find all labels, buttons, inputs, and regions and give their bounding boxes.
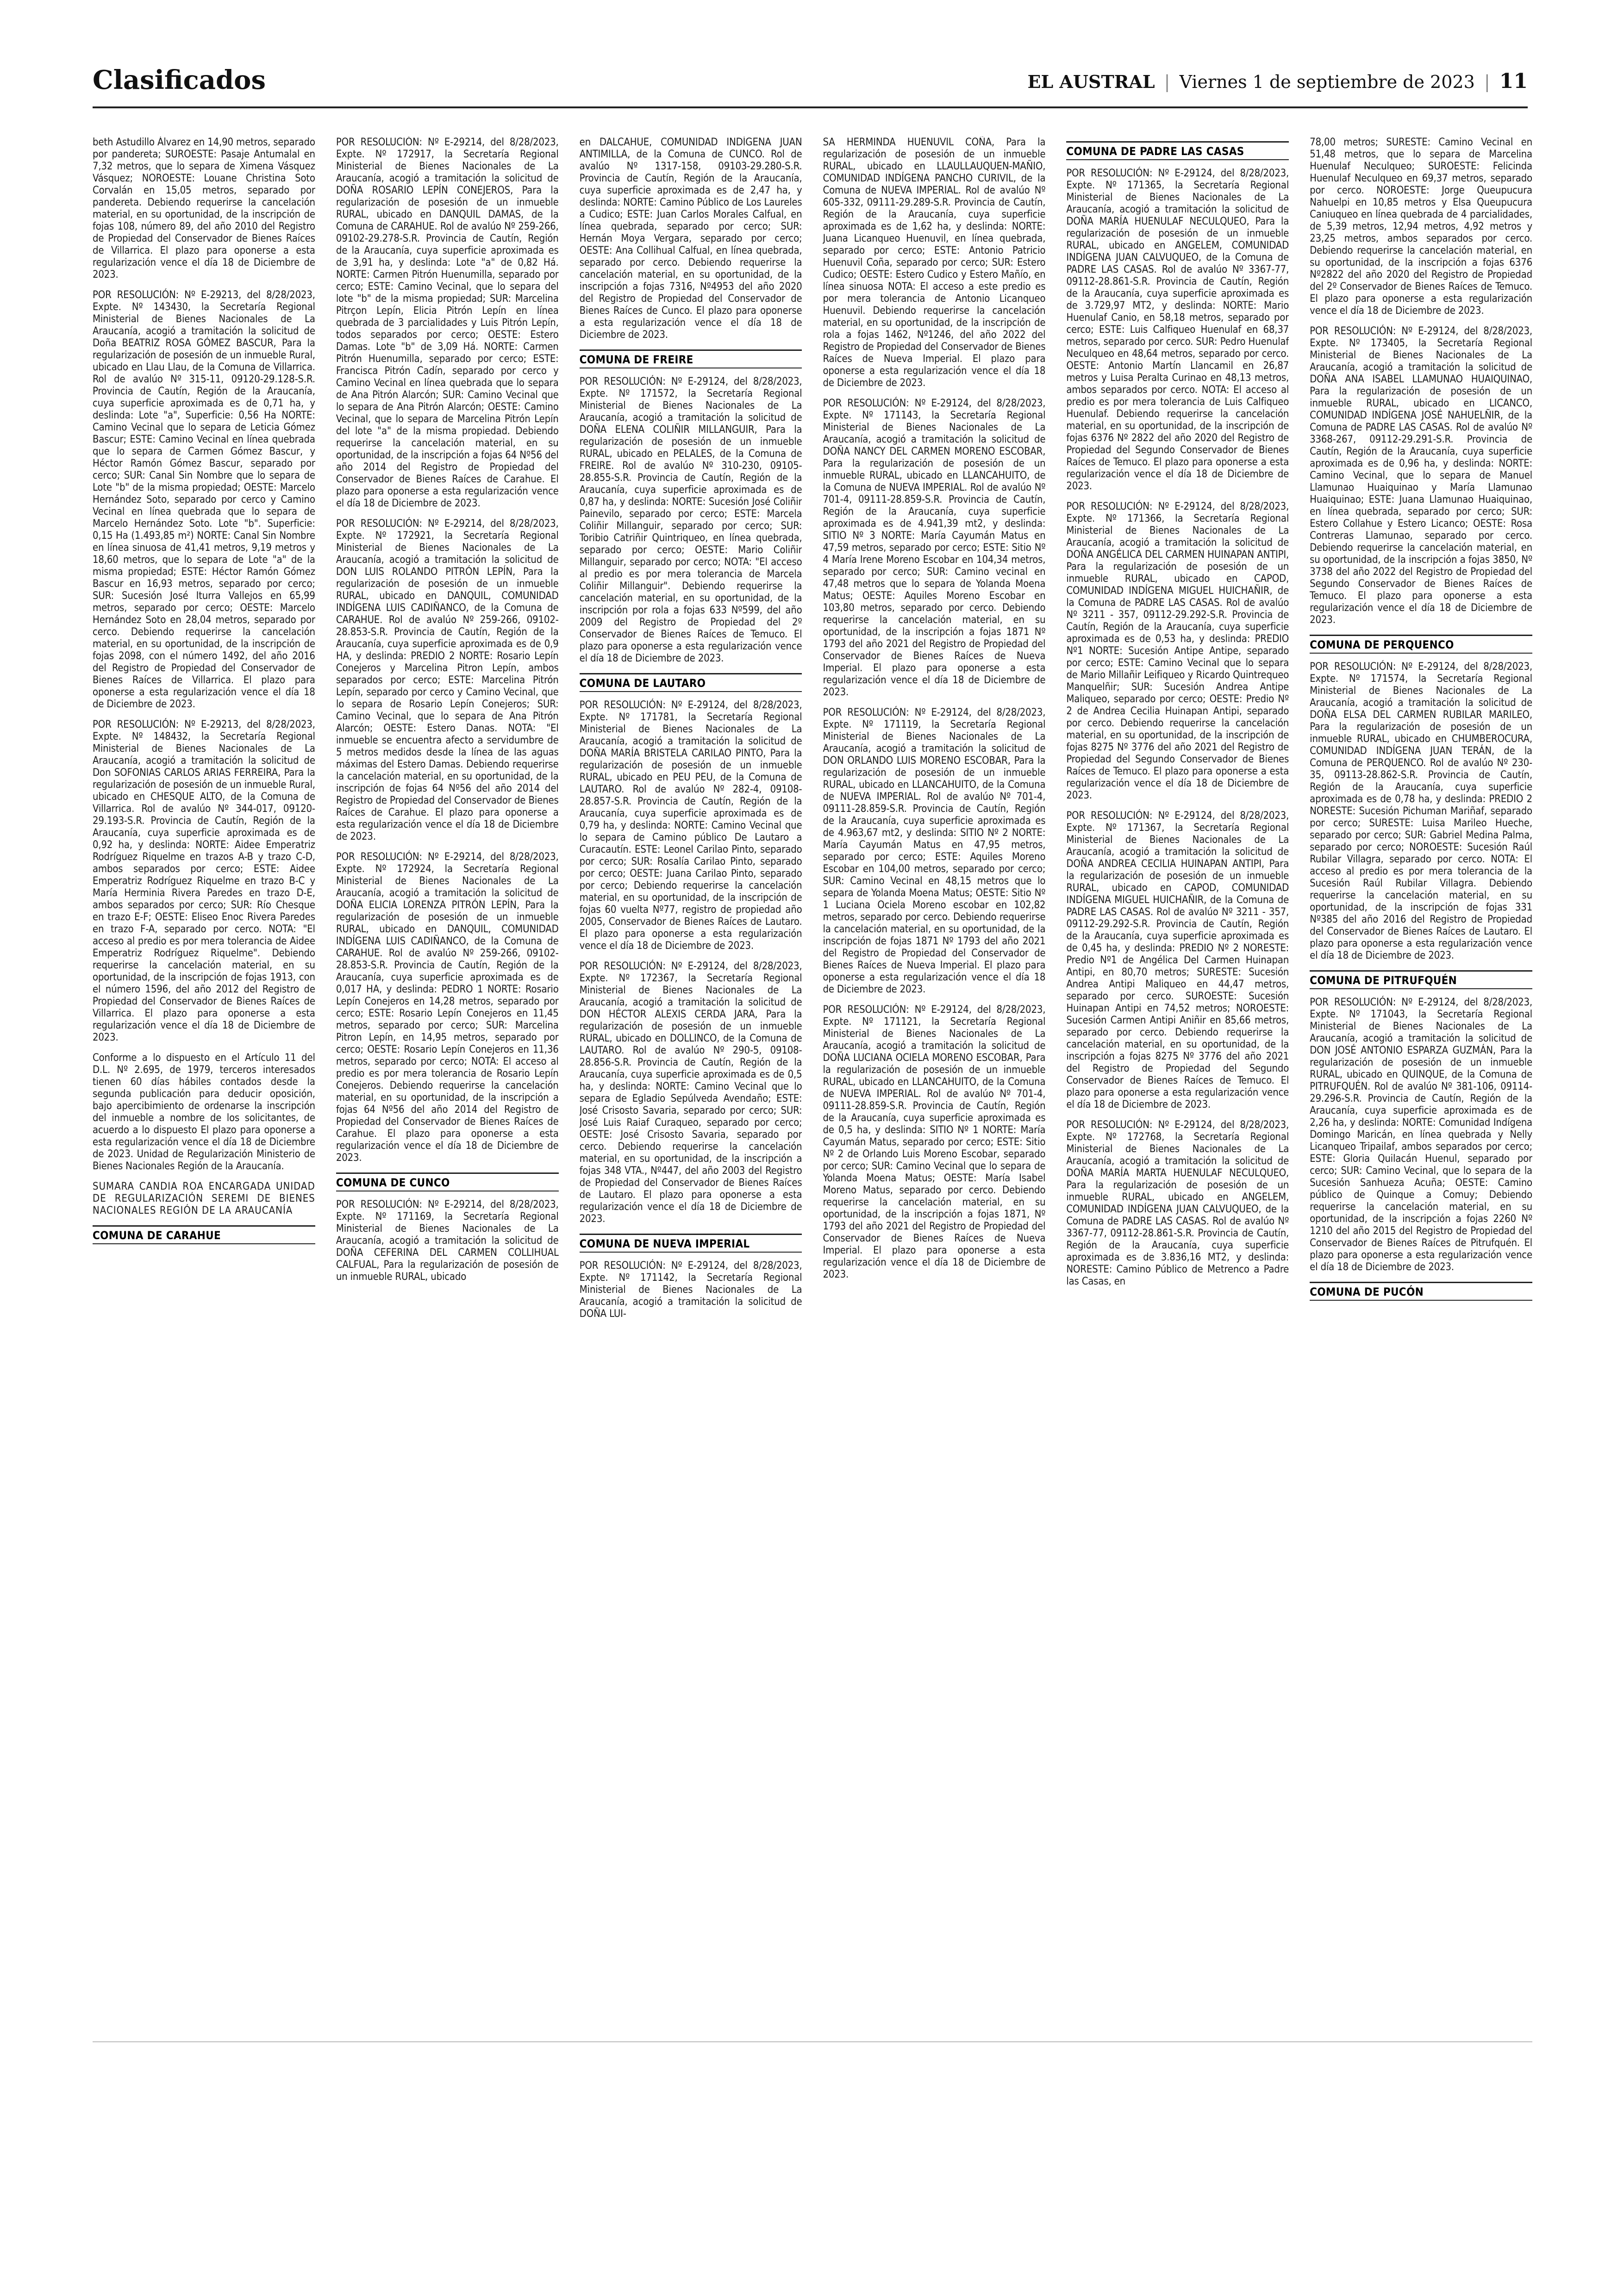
notice-text: POR RESOLUCIÓN: Nº E-29213, del 8/28/2023, Expte. Nº 143430, la Secretaría Regional Ministerial de Bienes Nacionales de La Araucanía, acogió a tramitación la solicitud de Doña BEATRIZ ROSA GÓMEZ BASCUR, Para la regularización de posesión de un inmueble Rural, ubicado en Llau Llau, de la Comuna de Villarrica. Rol de avalúo Nº 315-11, 09120-29.128-S.R. Provincia de Cautín, Región de la Araucanía, cuya superficie aproximada es de 0,71 ha, y deslinda: Lote "a", Superficie: 0,56 Ha NORTE: Camino Vecinal que lo separa de Leticia Gómez Bascur; ESTE: Camino Vecinal en línea quebrada que lo separa de Carmen Gómez Bascur, y Héctor Ramón Gómez Bascur, separado por cerco; SUR: Canal Sin Nombre que lo separa de Lote "b" de la misma propiedad; OESTE: Marcelo Hernández Soto, separado por cerco y Camino Vecinal en línea quebrada que lo separa de Marcelo Hernández Soto. Lote "b". Superficie: 0,15 Ha (1.493,85 m²) NORTE: Canal Sin Nombre en línea sinuosa de 41,41 metros, 9,19 metros y 18,60 metros, que lo separa de Lote "a" de la misma propiedad; ESTE: Héctor Ramón Gómez Bascur en 16,93 metros, separado por cerco; SUR: Sucesión José Iturra Vallejos en 65,99 metros, separado por cerco; OESTE: Marcelo Hernández Soto en 28,04 metros, separado por cerco. Debiendo requerirse la cancelación material, en su oportunidad, de la inscripción de fojas 2098, con el número 1492, del año 2016 del Registro de Propiedad del Conservador de Bienes Raíces de Villarrica. El plazo para oponerse a esta regularización vence el día 18 de Diciembre de 2023. [93,289,315,710]
notice-text: POR RESOLUCIÓN: Nº E-29214, del 8/28/2023, Expte. Nº 171169, la Secretaría Regional Ministerial de Bienes Nacionales de La Araucanía, acogió a tramitación la solicitud de DOÑA CEFERINA DEL CARMEN COLLIHUAL CALFUAL, Para la regularización de posesión de un inmueble RURAL, ubicado [336,1199,559,1283]
commune-heading: COMUNA DE CARAHUE [93,1225,315,1244]
notice-text: POR RESOLUCIÓN: Nº E-29124, del 8/28/2023, Expte. Nº 171043, la Secretaría Regional Ministerial de Bienes Nacionales de La Araucanía, acogió a tramitación la solicitud de DON JOSÉ ANTONIO ESPARZA GUZMÁN, Para la regularización de posesión de un inmueble RURAL, ubicado en QUINQUE, de la Comuna de PITRUFQUÉN. Rol de avalúo Nº 381-106, 09114-29.296-S.R. Provincia de Cautín, Región de la Araucanía, cuya superficie aproximada es de 2,26 ha, y deslinda: NORTE: Comunidad Indígena Domingo Maricán, en línea quebrada y Nelly Licanqueo Tripailaf, ambos separados por cerco; ESTE: Gloria Quilacán Huenul, separado por cerco; SUR: Camino Vecinal, que lo separa de la Sucesión Sanhueza Acuña; OESTE: Camino público de Quinque a Comuy; Debiendo requerirse la cancelación material, en su oportunidad, de la inscripción a fojas 2260 Nº 1210 del año 2015 del Registro de Propiedad del Conservador de Bienes Raíces de Pitrufquén. El plazo para oponerse a esta regularización vence el día 18 de Diciembre de 2023. [1310,997,1532,1273]
publication-name: EL AUSTRAL [1027,71,1155,92]
notice-text: POR RESOLUCIÓN: Nº E-29124, del 8/28/2023, Expte. Nº 171572, la Secretaría Regional Ministerial de Bienes Nacionales de La Araucanía, acogió a tramitación la solicitud de DOÑA ELENA COLIÑIR MILLANGUIR, Para la regularización de posesión de un inmueble RURAL, ubicado en PELALES, de la Comuna de FREIRE. Rol de avalúo Nº 310-230, 09105-28.855-S.R. Provincia de Cautín, Región de la Araucanía, cuya superficie aproximada es de 0,87 ha, y deslinda: NORTE: Sucesión José Coliñir Painevilo, separado por cerco; ESTE: Marcela Coliñir Millanguir, separado por cerco; SUR: Toribio Catriñir Quintriqueo, en línea quebrada, separado por cerco; OESTE: Mario Coliñir Millanguir, separado por cerco; NOTA: "El acceso al predio es por mera tolerancia de Marcela Coliñir Millanguir". Debiendo requerirse la cancelación material, en su oportunidad, de la inscripción por rola a fojas 633 Nº599, del año 2009 del Registro de Propiedad del 2º Conservador de Bienes Raíces de Temuco. El plazo para oponerse a esta regularización vence el día 18 de Diciembre de 2023. [579,376,802,664]
notice-text: 78,00 metros; SURESTE: Camino Vecinal en 51,48 metros, que lo separa de Marcelina Huenulaf Neculqueo; SUROESTE: Felicinda Huenulaf Neculqueo en 69,37 metros, separado por cerco. NOROESTE: Jorge Queupucura Nahuelpi en 10,85 metros y Elsa Queupucura Caniuqueo en línea quebrada de 4 parcialidades, de 5,39 metros, 12,94 metros, 4,92 metros y 23,25 metros, ambos separados por cerco. Debiendo requerirse la cancelación material, en su oportunidad, de la inscripción a fojas 6376 Nº2822 del año 2020 del Registro de Propiedad del 2º Conservador de Bienes Raíces de Temuco. El plazo para oponerse a esta regularización vence el día 18 de Diciembre de 2023. [1310,137,1532,317]
notice-text: POR RESOLUCIÓN: Nº E-29124, del 8/28/2023, Expte. Nº 171143, la Secretaría Regional Ministerial de Bienes Nacionales de La Araucanía, acogió a tramitación la solicitud de DOÑA NANCY DEL CARMEN MORENO ESCOBAR, Para la regularización de posesión de un inmueble RURAL, ubicado en LLANCAHUITO, de la Comuna de NUEVA IMPERIAL. Rol de avalúo Nº 701-4, 09111-28.859-S.R. Provincia de Cautín, Región de la Araucanía, cuya superficie aproximada es de 4.941,39 mt2, y deslinda: SITIO Nº 3 NORTE: María Cayumán Matus en 47,59 metros, separado por cerco; ESTE: Sitio Nº 4 María Irene Moreno Escobar en 104,34 metros, separado por cerco; SUR: Camino vecinal en 47,48 metros que lo separa de Yolanda Moena Matus; OESTE: Aquiles Moreno Escobar en 103,80 metros, separado por cerco. Debiendo requerirse la cancelación material, en su oportunidad, de la inscripción a fojas 1871 Nº 1793 del año 2021 del Registro de Propiedad del Conservador de Bienes Raíces de Nueva Imperial. El plazo para oponerse a esta regularización vence el día 18 de Diciembre de 2023. [823,398,1046,698]
publication-date: Viernes 1 de septiembre de 2023 [1179,72,1475,92]
notice-text: POR RESOLUCIÓN: Nº E-29124, del 8/28/2023, Expte. Nº 173405, la Secretaría Regional Ministerial de Bienes Nacionales de La Araucanía, acogió a tramitación la solicitud de DOÑA ANA ISABEL LLAMUNAO HUAIQUINAO, Para la regularización de posesión de un inmueble RURAL, ubicado en LICANCO, COMUNIDAD INDÍGENA JOSÉ NAHUELÑIR, de la Comuna de PADRE LAS CASAS. Rol de avalúo Nº 3368-267, 09112-29.291-S.R. Provincia de Cautín, Región de la Araucanía, cuya superficie aproximada es de 0,96 ha, y deslinda: NORTE: Camino Vecinal, que lo separa de Manuel Llamunao Huaiquinao y María Llamunao Huaiquinao; ESTE: Juana Llamunao Huaiquinao, en línea quebrada, separado por cerco; SUR: Estero Collahue y Estero Licanco; OESTE: Rosa Contreras Llamunao, separado por cerco. Debiendo requerirse la cancelación material, en su oportunidad, de la inscripción a fojas 3850, Nº 3738 del año 2022 del Registro de Propiedad del Segundo Conservador de Bienes Raíces de Temuco. El plazo para oponerse a esta regularización vence el día 18 de Diciembre de 2023. [1310,325,1532,626]
notice-text: POR RESOLUCIÓN: Nº E-29124, del 8/28/2023, Expte. Nº 171367, la Secretaría Regional Ministerial de Bienes Nacionales de La Araucanía, acogió a tramitación la solicitud de DOÑA ANDREA CECILIA HUINAPAN ANTIPI, Para la regularización de posesión de un inmueble RURAL, ubicado en CAPOD, COMUNIDAD INDÍGENA MIGUEL HUICHAÑIR, de la Comuna de PADRE LAS CASAS. Rol de avalúo Nº 3211 - 357, 09112-29.292-S.R. Provincia de Cautín, Región de la Araucanía, cuya superficie aproximada es de 0,45 ha, y deslinda: PREDIO Nº 2 NORESTE: Predio Nº1 de Angélica Del Carmen Huinapan Antipi, en 80,70 metros; SURESTE: Sucesión Andrea Antipi Maliqueo en 44,47 metros, separado por cerco. SUROESTE: Sucesión Huinapan Antipi en 74,52 metros; NOROESTE: Sucesión Carmen Antipi Aniñir en 85,66 metros, separado por cerco. Debiendo requerirse la cancelación material, en su oportunidad, de la inscripción a fojas 8275 Nº 3776 del año 2021 del Registro de Propiedad del Segundo Conservador de Bienes Raíces de Temuco. El plazo para oponerse a esta regularización vence el día 18 de Diciembre de 2023. [1066,810,1289,1110]
column-1 [93,137,315,2025]
page-footer-rule [93,2041,1532,2042]
commune-heading: COMUNA DE PADRE LAS CASAS [1066,141,1289,160]
notice-text: POR RESOLUCIÓN: Nº E-29124, del 8/28/2023, Expte. Nº 171365, la Secretaría Regional Ministerial de Bienes Nacionales de La Araucanía, acogió a tramitación la solicitud de DOÑA MARÍA HUENULAF NECULQUEO, Para la regularización de posesión de un inmueble RURAL, ubicado en ANGELEM, COMUNIDAD INDÍGENA JUAN CALVUQUEO, de la Comuna de PADRE LAS CASAS. Rol de avalúo Nº 3367-77, 09112-28.861-S.R. Provincia de Cautín, Región de la Araucanía, cuya superficie aproximada es de 3.729,97 MT2, y deslinda: NORTE: Mario Huenulaf Canio, en 58,18 metros, separado por cerco; ESTE: Luis Calfiqueo Huenulaf en 68,37 metros, separado por cerco. SUR: Pedro Huenulaf Neculqueo en 48,64 metros, separado por cerco. OESTE: Antonio Martín Llancamil en 26,87 metros y Luisa Peralta Curinao en 48,13 metros, ambos separados por cerco. NOTA: El acceso al predio es por mera tolerancia de Luis Calfiqueo Huenulaf. Debiendo requerirse la cancelación material, en su oportunidad, de la inscripción de fojas 6376 Nº 2822 del año 2020 del Registro de Propiedad del Segundo Conservador de Bienes Raíces de Temuco. El plazo para oponerse a esta regularización vence el día 18 de Diciembre de 2023. [1066,168,1289,492]
commune-heading: COMUNA DE NUEVA IMPERIAL [580,1234,802,1253]
notice-text: POR RESOLUCIÓN: Nº E-29124, del 8/28/2023, Expte. Nº 171142, la Secretaría Regional Ministerial de Bienes Nacionales de La Araucanía, acogió a tramitación la solicitud de DOÑA LUI- [579,1260,802,1320]
notice-text: POR RESOLUCIÓN: Nº E-29214, del 8/28/2023, Expte. Nº 172924, la Secretaría Regional Ministerial de Bienes Nacionales de La Araucanía, acogió a tramitación la solicitud de DOÑA ELICIA LORENZA PITRÓN LEPÍN, Para la regularización de posesión de un inmueble RURAL, ubicado en DANQUIL, COMUNIDAD INDÍGENA LUIS CADIÑANCO, de la Comuna de CARAHUE. Rol de avalúo Nº 259-266, 09102-28.853-S.R. Provincia de Cautín, Región de la Araucanía, cuya superficie aproximada es de 0,017 HA, y deslinda: PEDRO 1 NORTE: Rosario Lepín Conejeros en 14,28 metros, separado por cerco; ESTE: Rosario Lepín Conejeros en 11,45 metros, separado por cerco; SUR: Marcelina Pitron Lepín, en 14,95 metros, separado por cerco; OESTE: Rosario Lepín Conejeros en 11,36 metros, separado por cerco; NOTA: El acceso al predio es por mera tolerancia de Rosario Lepín Conejeros. Debiendo requerirse la cancelación material, en su oportunidad, de la inscripción a fojas 64 Nº56 del año 2014 del Registro de Propiedad del Conservador de Bienes Raíces de Carahue. El plazo para oponerse a esta regularización vence el día 18 de Diciembre de 2023. [336,851,559,1164]
notice-text: POR RESOLUCIÓN: Nº E-29214, del 8/28/2023, Expte. Nº 172917, la Secretaría Regional Ministerial de Bienes Nacionales de La Araucanía, acogió a tramitación la solicitud de DOÑA ROSARIO LEPÍN CONEJEROS, Para la regularización de posesión de un inmueble RURAL, ubicado en DANQUIL DAMAS, de la Comuna de CARAHUE. Rol de avalúo Nº 259-266, 09102-29.278-S.R. Provincia de Cautín, Región de la Araucanía, cuya superficie aproximada es de 3,91 ha, y deslinda: Lote "a" de 0,82 Há. NORTE: Carmen Pitrón Huenumilla, separado por cerco; ESTE: Camino Vecinal, que lo separa del lote "b" de la misma propiedad; SUR: Marcelina Pitrçon Lepín, Elicia Pitrón Lepín en línea quebrada de 3 parcialidades y Luis Pitrón Lepín, todos separados por cerco; OESTE: Estero Damas. Lote "b" de 3,09 Há. NORTE: Carmen Pitrón Huenumilla, separado por cerco; ESTE: Francisca Pitrón Cadín, separado por cerco y Camino Vecinal en línea quebrada que lo separa de Ana Pitrón Alarcón; SUR: Camino Vecinal que lo separa de Ana Pitrón Alarcón; OESTE: Camino Vecinal, que lo separa de Marcelina Pitrón Lepín del lote "a" de la misma propiedad. Debiendo requerirse la cancelación material, en su oportunidad, de la inscripción a fojas 64 Nº56 del año 2014 del Registro de Propiedad del Conservador de Bienes Raíces de Carahue. El plazo para oponerse a esta regularización vence el día 18 de Diciembre de 2023. [336,137,559,509]
column-2 [336,137,559,2025]
commune-heading: COMUNA DE LAUTARO [580,673,802,692]
column-6 [1310,137,1532,2025]
masthead [1028,69,1528,93]
commune-heading: COMUNA DE PITRUFQUÉN [1310,970,1532,989]
page-header [93,65,1528,108]
signature-block: SUMARA CANDIA ROA ENCARGADA UNIDAD DE REGULARIZACIÓN SEREMI DE BIENES NACIONALES REGIÓN DE LA ARAUCANÍA [93,1181,315,1216]
section-title: Clasificados [93,65,266,95]
notice-columns [93,137,1532,2025]
notice-text: POR RESOLUCIÓN: Nº E-29124, del 8/28/2023, Expte. Nº 172367, la Secretaría Regional Ministerial de Bienes Nacionales de La Araucanía, acogió a tramitación la solicitud de DON HÉCTOR ALEXIS CERDA JARA, Para la regularización de posesión de un inmueble RURAL, ubicado en DOLLINCO, de la Comuna de LAUTARO. Rol de avalúo Nº 290-5, 09108-28.856-S.R. Provincia de Cautín, Región de la Araucanía, cuya superficie aproximada es de 0,5 ha, y deslinda: NORTE: Camino Vecinal que lo separa de Egladio Sepúlveda Avendaño; ESTE: José Crisosto Savaria, separado por cerco; SUR: José Luis Raiaf Curaqueo, separado por cerco; OESTE: José Crisosto Savaria, separado por cerco. Debiendo requerirse la cancelación material, en su oportunidad, de la inscripción a fojas 348 VTA., Nº447, del año 2003 del Registro de Propiedad del Conservador de Bienes Raíces de Lautaro. El plazo para oponerse a esta regularización vence el día 18 de Diciembre de 2023. [579,960,802,1225]
page-number: 11 [1499,69,1528,93]
commune-heading: COMUNA DE PUCÓN [1310,1282,1532,1301]
notice-text: POR RESOLUCIÓN: Nº E-29124, del 8/28/2023, Expte. Nº 171574, la Secretaría Regional Ministerial de Bienes Nacionales de La Araucanía, acogió a tramitación la solicitud de DOÑA ELSA DEL CARMEN RUBILAR MARILEO, Para la regularización de posesión de un inmueble RURAL, ubicado en CHUMBEROCURA, COMUNIDAD INDÍGENA JUAN TERÁN, de la Comuna de PERQUENCO. Rol de avalúo Nº 230-35, 09113-28.862-S.R. Provincia de Cautín, Región de la Araucanía, cuya superficie aproximada es de 0,78 ha, y deslinda: PREDIO 2 NORESTE: Sucesión Pichuman Mariñaf, separado por cerco; SURESTE: Luisa Marileo Hueche, separado por cerco; SUR: Gabriel Medina Palma, separado por cerco; NOROESTE: Sucesión Raúl Rubilar Villagra, separado por cerco. NOTA: El acceso al predio es por mera tolerancia de la Sucesión Raúl Rubilar Villagra. Debiendo requerirse la cancelación material, en su oportunidad, de la inscripción de fojas 331 Nº385 del año 2016 del Registro de Propiedad del Conservador de Bienes Raíces de Lautaro. El plazo para oponerse a esta regularización vence el día 18 de Diciembre de 2023. [1310,661,1532,961]
commune-heading: COMUNA DE CUNCO [336,1172,559,1191]
notice-text: POR RESOLUCIÓN: Nº E-29124, del 8/28/2023, Expte. Nº 171121, la Secretaría Regional Ministerial de Bienes Nacionales de La Araucanía, acogió a tramitación la solicitud de DOÑA LUCIANA OCIELA MORENO ESCOBAR, Para la regularización de posesión de un inmueble RURAL, ubicado en LLANCAHUITO, de la Comuna de NUEVA IMPERIAL. Rol de avalúo Nº 701-4, 09111-28.859-S.R. Provincia de Cautín, Región de la Araucanía, cuya superficie aproximada es de 0,5 ha, y deslinda: SITIO Nº 1 NORTE: María Cayumán Matus, separado por cerco; ESTE: Sitio Nº 2 de Orlando Luis Moreno Escobar, separado por cerco; SUR: Camino Vecinal que lo separa de Yolanda Moena Matus; OESTE: María Isabel Moreno Matus, separado por cerco. Debiendo requerirse la cancelación material, en su oportunidad, de la inscripción a fojas 1871, Nº 1793 del año 2021 del Registro de Propiedad del Conservador de Bienes Raíces de Nueva Imperial. El plazo para oponerse a esta regularización vence el día 18 de Diciembre de 2023. [823,1004,1046,1280]
masthead-separator: | [1164,72,1170,92]
notice-text: POR RESOLUCIÓN: Nº E-29124, del 8/28/2023, Expte. Nº 171781, la Secretaría Regional Ministerial de Bienes Nacionales de La Araucanía, acogió a tramitación la solicitud de DOÑA MARÍA BRISTELA CARILAO PINTO, Para la regularización de posesión de un inmueble RURAL, ubicado en PEU PEU, de la Comuna de LAUTARO. Rol de avalúo Nº 282-4, 09108-28.857-S.R. Provincia de Cautín, Región de la Araucanía, cuya superficie aproximada es de 0,79 ha, y deslinda: NORTE: Camino Vecinal que lo separa de Camino público De Lautaro a Curacautín. ESTE: Leonel Carilao Pinto, separado por cerco; SUR: Rosalía Carilao Pinto, separado por cerco; OESTE: Juana Carilao Pinto, separado por cerco; Debiendo requerirse la cancelación material, en su oportunidad, de la inscripción de fojas 60 vuelta Nº77, registro de propiedad año 2005, Conservador de Bienes Raíces de Lautaro. El plazo para oponerse a esta regularización vence el día 18 de Diciembre de 2023. [579,699,802,952]
commune-heading: COMUNA DE PERQUENCO [1310,635,1532,654]
notice-text: POR RESOLUCIÓN: Nº E-29124, del 8/28/2023, Expte. Nº 172768, la Secretaría Regional Ministerial de Bienes Nacionales de La Araucanía, acogió a tramitación la solicitud de DOÑA MARÍA MARTA HUENULAF NECULQUEO, Para la regularización de posesión de un inmueble RURAL, ubicado en ANGELEM, COMUNIDAD INDÍGENA JUAN CALVUQUEO, de la Comuna de PADRE LAS CASAS. Rol de avalúo Nº 3367-77, 09112-28.861-S.R. Provincia de Cautín, Región de la Araucanía, cuya superficie aproximada es de 3.836,16 MT2, y deslinda: NORESTE: Camino Público de Metrenco a Padre las Casas, en [1066,1119,1289,1287]
notice-text: POR RESOLUCIÓN: Nº E-29214, del 8/28/2023, Expte. Nº 172921, la Secretaría Regional Ministerial de Bienes Nacionales de La Araucanía, acogió a tramitación la solicitud de DON LUIS ROLANDO PITRÓN LEPÍN, Para la regularización de posesión de un inmueble RURAL, ubicado en DANQUIL, COMUNIDAD INDÍGENA LUIS CADIÑANCO, de la Comuna de CARAHUE. Rol de avalúo Nº 259-266, 09102-28.853-S.R. Provincia de Cautín, Región de la Araucanía, cuya superficie aproximada es de 0,9 HA, y deslinda: PREDIO 2 NORTE: Rosario Lepín Conejeros y Marcelina Pitron Lepín, ambos separados por cerco; ESTE: Marcelina Pitrón Lepín, separado por cerco y Camino Vecinal, que lo separa de Rosario Lepín Conejeros; SUR: Camino Vecinal, que lo separa de Ana Pitrón Alarcón; OESTE: Estero Danas. NOTA: "El inmueble se encuentra afecto a servidumbre de 5 metros medidos desde la línea de las aguas máximas del Estero Damas. Debiendo requerirse la cancelación material, en su oportunidad, de la inscripción de fojas 64 Nº56 del año 2014 del Registro de Propiedad del Conservador de Bienes Raíces de Carahue. El plazo para oponerse a esta regularización vence el día 18 de Diciembre de 2023. [336,518,559,842]
notice-text: SA HERMINDA HUENUVIL COÑA, Para la regularización de posesión de un inmueble RURAL, ubicado en LLAULLAUQUEN-MAÑIO, COMUNIDAD INDÍGENA PANCHO CURIVIL, de la Comuna de NUEVA IMPERIAL. Rol de avalúo Nº 605-332, 09111-29.289-S.R. Provincia de Cautín, Región de la Araucanía, cuya superficie aproximada es de 1,62 ha, y deslinda: NORTE: Juana Licanqueo Huenuvil, en línea quebrada, separado por cerco; ESTE: Antonio Patricio Huenuvil Coña, separado por cerco; SUR: Estero Cudico; OESTE: Estero Cudico y Estero Mañío, en línea sinuosa NOTA: El acceso a este predio es por mera tolerancia de Antonio Licanqueo Huenuvil. Debiendo requerirse la cancelación material, en su oportunidad, de la inscripción de rola a fojas 1462, Nº1246, del año 2022 del Registro de Propiedad del Conservador de Bienes Raíces de Nueva Imperial. El plazo para oponerse a esta regularización vence el día 18 de Diciembre de 2023. [823,137,1046,389]
column-3 [580,137,802,2025]
commune-heading: COMUNA DE FREIRE [580,349,802,368]
notice-text: POR RESOLUCIÓN: Nº E-29124, del 8/28/2023, Expte. Nº 171119, la Secretaría Regional Ministerial de Bienes Nacionales de La Araucanía, acogió a tramitación la solicitud de DON ORLANDO LUIS MORENO ESCOBAR, Para la regularización de posesión de un inmueble RURAL, ubicado en LLANCAHUITO, de la Comuna de NUEVA IMPERIAL. Rol de avalúo Nº 701-4, 09111-28.859-S.R. Provincia de Cautín, Región de la Araucanía, cuya superficie aproximada es de 4.963,67 mt2, y deslinda: SITIO Nº 2 NORTE: María Cayumán Matus en 47,95 metros, separado por cerco; ESTE: Aquiles Moreno Escobar en 104,00 metros, separado por cerco; SUR: Camino Vecinal en 48,15 metros que lo separa de Yolanda Moena Matus; OESTE: Sitio Nº 1 Luciana Ociela Moreno escobar en 102,82 metros, separado por cerco. Debiendo requerirse la cancelación material, en su oportunidad, de la inscripción de fojas 1871 Nº 1793 del año 2021 del Registro de Propiedad del Conservador de Bienes Raíces de Nueva Imperial. El plazo para oponerse a esta regularización vence el día 18 de Diciembre de 2023. [823,707,1046,995]
notice-text: POR RESOLUCIÓN: Nº E-29124, del 8/28/2023, Expte. Nº 171366, la Secretaría Regional Ministerial de Bienes Nacionales de La Araucanía, acogió a tramitación la solicitud de DOÑA ANGÉLICA DEL CARMEN HUINAPAN ANTIPI, Para la regularización de posesión de un inmueble RURAL, ubicado en CAPOD, COMUNIDAD INDÍGENA MIGUEL HUICHAÑIR, de la Comuna de PADRE LAS CASAS. Rol de avalúo Nº 3211 - 357, 09112-29.292-S.R. Provincia de Cautín, Región de la Araucanía, cuya superficie aproximada es de 0,53 ha, y deslinda: PREDIO Nº1 NORTE: Sucesión Antipe Antipe, separado por cerco; ESTE: Camino Vecinal que lo separa de Mario Millañir Leifiqueo y Ricardo Quintrequeo Manquelñir; SUR: Sucesión Andrea Antipe Maliqueo, separado por cerco; OESTE: Predio Nº 2 de Andrea Cecilia Huinapan Antipi, separado por cerco. Debiendo requerirse la cancelación material, en su oportunidad, de la inscripción de fojas 8275 Nº 3776 del año 2021 del Registro de Propiedad del Segundo Conservador de Bienes Raíces de Temuco. El plazo para oponerse a esta regularización vence el día 18 de Diciembre de 2023. [1066,501,1289,801]
column-4 [823,137,1045,2025]
notice-text: POR RESOLUCIÓN: Nº E-29213, del 8/28/2023, Expte. Nº 148432, la Secretaría Regional Ministerial de Bienes Nacionales de La Araucanía, acogió a tramitación la solicitud de Don SOFONIAS CARLOS ARIAS FERREIRA, Para la regularización de posesión de un inmueble Rural, ubicado en CHESQUE ALTO, de la Comuna de Villarrica. Rol de avalúo Nº 344-017, 09120-29.193-S.R. Provincia de Cautín, Región de la Araucanía, cuya superficie aproximada es de 0,92 ha, y deslinda: NORTE: Aidee Emperatriz Rodríguez Riquelme en trazos A-B y trazo C-D, ambos separados por cerco; ESTE: Aidee Emperatriz Rodríguez Riquelme en trazo B-C y María Herminia Rivera Paredes en trazo D-E, ambos separados por cerco; SUR: Río Chesque en trazo E-F; OESTE: Eliseo Enoc Rivera Paredes en trazo F-A, separado por cerco. NOTA: "El acceso al predio es por mera tolerancia de Aidee Emperatriz Rodríguez Riquelme". Debiendo requerirse la cancelación material, en su oportunidad, de la inscripción de fojas 1913, con el número 1596, del año 2012 del Registro de Propiedad del Conservador de Bienes Raíces de Villarrica. El plazo para oponerse a esta regularización vence el día 18 de Diciembre de 2023. [93,719,315,1043]
notice-text: beth Astudillo Álvarez en 14,90 metros, separado por pandereta; SUROESTE: Pasaje Antumalal en 7,32 metros, que lo separa de Ximena Vásquez Vásquez; NOROESTE: Louane Christina Soto Corvalán en 15,05 metros, separado por pandereta. Debiendo requerirse la cancelación material, en su oportunidad, de la inscripción de fojas 108, número 89, del año 2010 del Registro de Propiedad del Conservador de Bienes Raíces de Villarrica. El plazo para oponerse a esta regularización vence el día 18 de Diciembre de 2023. [93,137,315,281]
masthead-separator-2: | [1484,72,1490,92]
notice-text: en DALCAHUE, COMUNIDAD INDÍGENA JUAN ANTIMILLA, de la Comuna de CUNCO. Rol de avalúo Nº 1317-158, 09103-29.280-S.R. Provincia de Cautín, Región de la Araucanía, cuya superficie aproximada es de 2,47 ha, y deslinda: NORTE: Camino Público de Los Laureles a Cudico; ESTE: Juan Carlos Morales Calfual, en línea quebrada, separado por cerco; SUR: Hernán Moya Vergara, separado por cerco; OESTE: Ana Collihual Calfual, en línea quebrada, separado por cerco. Debiendo requerirse la cancelación material, en su oportunidad, de la inscripción a fojas 7316, Nº4953 del año 2020 del Registro de Propiedad del Conservador de Bienes Raíces de Cunco. El plazo para oponerse a esta regularización vence el día 18 de Diciembre de 2023. [579,137,802,341]
legal-notice: Conforme a lo dispuesto en el Artículo 11 del D.L. Nº 2.695, de 1979, terceros interesados tienen 60 días hábiles contados desde la segunda publicación para deducir oposición, bajo apercibimiento de ordenarse la inscripción del inmueble a nombre de los solicitantes, de acuerdo a lo dispuesto El plazo para oponerse a esta regularización vence el día 18 de Diciembre de 2023. Unidad de Regularización Ministerio de Bienes Nacionales Región de la Araucanía. [93,1052,315,1172]
column-5 [1066,137,1289,2025]
